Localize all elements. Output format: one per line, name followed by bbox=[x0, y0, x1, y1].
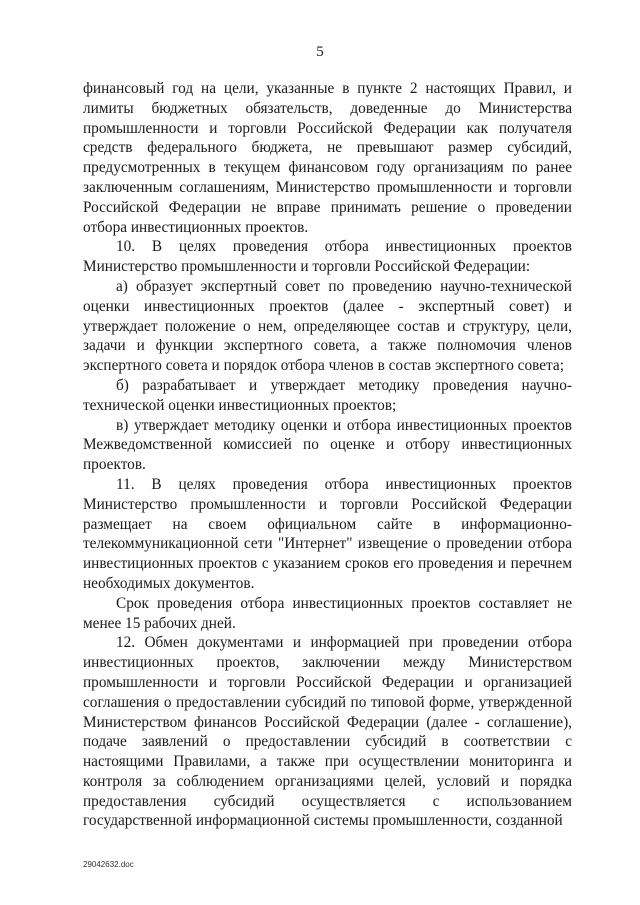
body-text bbox=[83, 79, 572, 831]
paragraph-continuation: финансовый год на цели, указанные в пункте 2 настоящих Правил, и лимиты бюджетных обязательств, доведенные до Министерства промышленности и торговли Российской Федерации как получателя средств федерального бюджета, не превышают размер субсидий, предусмотренных в текущем финансовом году организациям по ранее заключенным соглашениям, Министерство промышленности и торговли Российской Федерации не вправе принимать решение о проведении отбора инвестиционных проектов. bbox=[83, 80, 572, 236]
paragraph-item-10: 10. В целях проведения отбора инвестиционных проектов Министерство промышленности и торговли Российской Федерации: bbox=[83, 238, 572, 276]
paragraph-subitem-a: а) образует экспертный совет по проведению научно-технической оценки инвестиционных проектов (далее - экспертный совет) и утверждает положение о нем, определяющее состав и структуру, цели, задачи и функции экспертного совета, а также полномочия членов экспертного совета и порядок отбора членов в состав экспертного совета; bbox=[83, 277, 572, 375]
paragraph-item-12: 12. Обмен документами и информацией при проведении отбора инвестиционных проектов, заключении между Министерством промышленности и торговли Российской Федерации и организацией соглашения о предоставлении субсидий по типовой форме, утвержденной Министерством финансов Российской Федерации (далее - соглашение), подаче заявлений о предоставлении субсидий в соответствии с настоящими Правилами, а также при осуществлении мониторинга и контроля за соблюдением организациями целей, условий и порядка предоставления субсидий осуществляется с использованием государственной информационной системы промышленности, созданной bbox=[83, 634, 572, 830]
page-number: 5 bbox=[316, 44, 324, 60]
paragraph-subitem-b: б) разрабатывает и утверждает методику проведения научно-технической оценки инвестиционных проектов; bbox=[83, 376, 572, 414]
paragraph-deadline: Срок проведения отбора инвестиционных проектов составляет не менее 15 рабочих дней. bbox=[83, 594, 572, 632]
paragraph-subitem-v: в) утверждает методику оценки и отбора инвестиционных проектов Межведомственной комиссией по оценке и отбору инвестиционных проектов. bbox=[83, 416, 572, 474]
file-name-footer: 29042632.doc bbox=[83, 860, 134, 869]
paragraph-item-11: 11. В целях проведения отбора инвестиционных проектов Министерство промышленности и торговли Российской Федерации размещает на своем официальном сайте в информационно-телекоммуникационной сети "Интернет" извещение о проведении отбора инвестиционных проектов с указанием сроков его проведения и перечнем необходимых документов. bbox=[83, 475, 572, 592]
